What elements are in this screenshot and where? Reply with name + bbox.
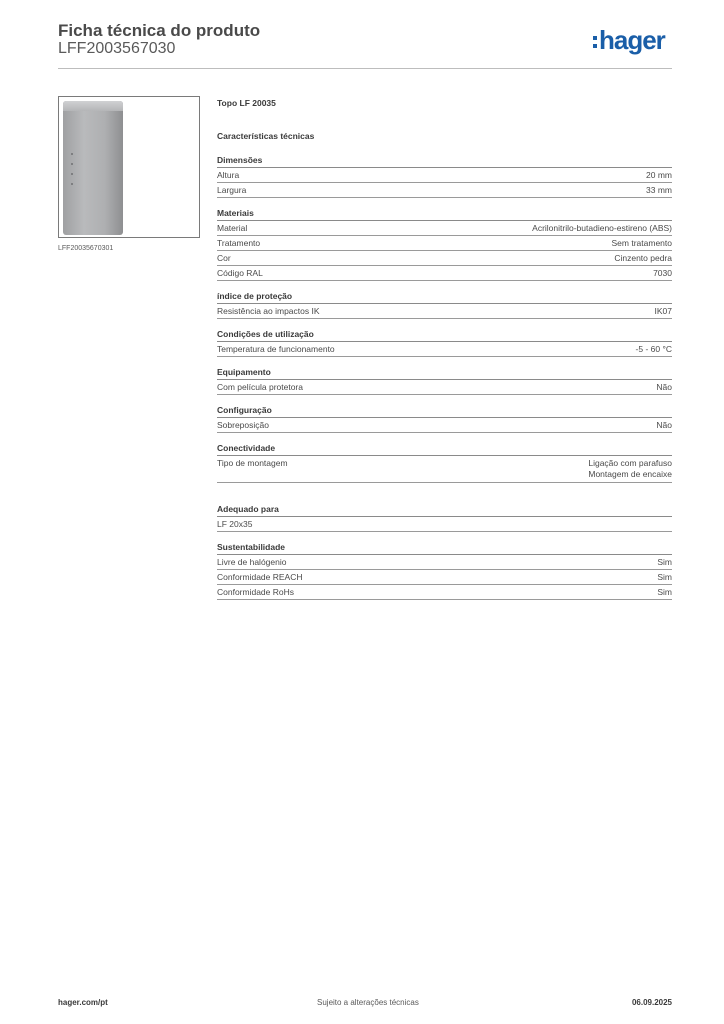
spec-row: [217, 342, 672, 357]
spec-value: Sim: [657, 557, 672, 567]
section-condicoes-utilizacao: [217, 328, 672, 357]
spec-label: Material: [217, 223, 248, 233]
spec-value: Sim: [657, 572, 672, 582]
section-heading: Equipamento: [217, 366, 672, 380]
spec-label: Tipo de montagem: [217, 458, 288, 468]
spec-label: Resistência ao impactos IK: [217, 306, 320, 316]
section-heading: Condições de utilização: [217, 328, 672, 342]
spec-row: [217, 380, 672, 395]
section-materiais: [217, 207, 672, 281]
spec-row: [217, 570, 672, 585]
section-heading: Conectividade: [217, 442, 672, 456]
product-cap-top: [63, 101, 123, 111]
spec-row: [217, 555, 672, 570]
spec-label: Tratamento: [217, 238, 261, 248]
spec-label: Conformidade RoHs: [217, 587, 295, 597]
spec-label: Sobreposição: [217, 420, 269, 430]
spec-label: Livre de halógenio: [217, 557, 287, 567]
spec-row: [217, 221, 672, 236]
hager-logo-dots-icon: [593, 36, 597, 48]
spec-label: Código RAL: [217, 268, 263, 278]
footer-website-link[interactable]: hager.com/pt: [58, 998, 108, 1007]
spec-value: Acrilonitrilo-butadieno-estireno (ABS): [532, 223, 672, 233]
spec-value: 33 mm: [646, 185, 672, 195]
spec-label: Temperatura de funcionamento: [217, 344, 335, 354]
spec-value: 20 mm: [646, 170, 672, 180]
product-code: LFF2003567030: [58, 40, 176, 57]
document-title: Ficha técnica do produto: [58, 21, 261, 40]
image-caption: LFF20035670301: [58, 245, 114, 252]
section-heading: Dimensões: [217, 154, 672, 168]
spec-value: Não: [656, 382, 672, 392]
spec-row: [217, 517, 672, 532]
spec-label: Altura: [217, 170, 240, 180]
spec-label: Cor: [217, 253, 231, 263]
section-indice-protecao: [217, 290, 672, 319]
spec-value: -5 - 60 °C: [635, 344, 672, 354]
spec-row: [217, 236, 672, 251]
product-cap-image-icon: [63, 101, 123, 235]
spec-row: [217, 168, 672, 183]
tech-heading: Características técnicas: [217, 131, 315, 141]
spec-value: Sim: [657, 587, 672, 597]
section-heading: índice de proteção: [217, 290, 672, 304]
product-mark: [71, 163, 73, 165]
section-conectividade: [217, 442, 672, 483]
product-image: [58, 96, 200, 238]
spec-main: [217, 96, 672, 600]
section-adequado-para: [217, 503, 672, 532]
hager-logo: [593, 26, 665, 54]
product-mark: [71, 153, 73, 155]
spec-row: [217, 418, 672, 433]
section-sustentabilidade: [217, 541, 672, 600]
spec-row: [217, 266, 672, 281]
section-heading: Adequado para: [217, 503, 672, 517]
section-dimensoes: [217, 154, 672, 198]
spec-value: Cinzento pedra: [614, 253, 672, 263]
section-heading: Configuração: [217, 404, 672, 418]
spec-value: Sem tratamento: [611, 238, 672, 248]
section-equipamento: [217, 366, 672, 395]
spec-value-line: Montagem de encaixe: [588, 469, 672, 479]
spec-row: [217, 456, 672, 483]
product-mark: [71, 183, 73, 185]
spec-label: LF 20x35: [217, 519, 253, 529]
product-name: Topo LF 20035: [217, 98, 276, 108]
spec-value-line: Ligação com parafuso: [588, 458, 672, 468]
spec-label: Com película protetora: [217, 382, 303, 392]
spec-value: IK07: [654, 306, 672, 316]
spec-label: Largura: [217, 185, 247, 195]
section-heading: Materiais: [217, 207, 672, 221]
spec-row: [217, 183, 672, 198]
spec-label: Conformidade REACH: [217, 572, 303, 582]
spec-value: [588, 458, 672, 480]
section-heading: Sustentabilidade: [217, 541, 672, 555]
spec-row: [217, 251, 672, 266]
spec-row: [217, 304, 672, 319]
section-configuracao: [217, 404, 672, 433]
footer-note: Sujeito a alterações técnicas: [317, 998, 419, 1007]
spec-value: 7030: [653, 268, 672, 278]
spec-value: Não: [656, 420, 672, 430]
spec-row: [217, 585, 672, 600]
product-mark: [71, 173, 73, 175]
footer-date: 06.09.2025: [631, 998, 672, 1007]
header-divider: [58, 68, 672, 69]
hager-logo-text: hager: [599, 25, 665, 55]
